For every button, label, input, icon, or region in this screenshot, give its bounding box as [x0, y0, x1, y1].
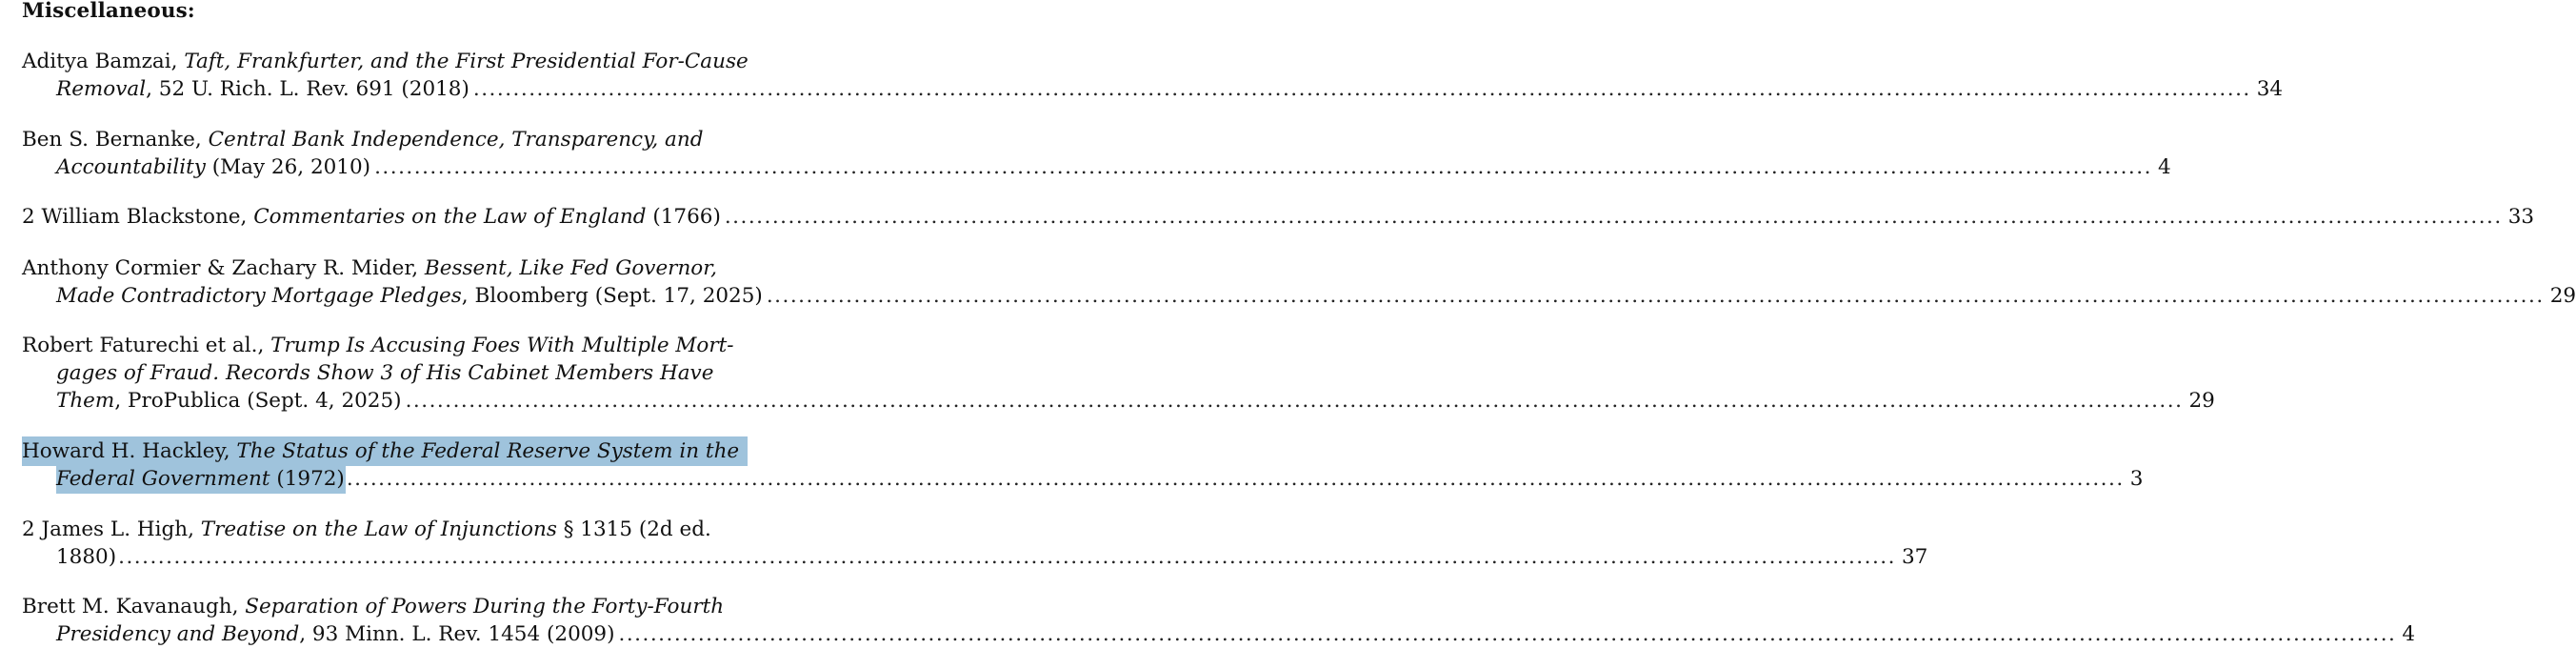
citation-title: The Status of the Federal Reserve System in the: [236, 439, 740, 463]
citation-source: (1766): [646, 205, 721, 229]
citation-entry-highlighted: [22, 437, 2144, 493]
citation-title: Treatise on the Law of Injunctions: [200, 517, 557, 541]
citation-line: [22, 126, 914, 153]
page-number: 29: [2549, 284, 2576, 308]
page-number: 29: [2188, 389, 2215, 413]
citation-title: Separation of Powers During the Forty-Fourth: [245, 595, 725, 619]
section-heading: Miscellaneous:: [22, 0, 195, 23]
citation-line: [22, 75, 2284, 103]
citation-line: [22, 48, 914, 75]
citation-line: [22, 153, 2171, 181]
citation-text: [22, 203, 721, 231]
citation-source: , ProPublica (Sept. 4, 2025): [114, 389, 402, 413]
citation-line: [22, 593, 914, 620]
citation-entry: [22, 593, 2416, 648]
citation-title: Presidency and Beyond: [56, 622, 300, 646]
dot-leader: ................................................................................................................................................................................................................................: [724, 205, 2503, 229]
citation-line: [22, 516, 914, 543]
citation-title: Central Bank Independence, Transparency, and: [208, 128, 704, 152]
citation-line: [22, 437, 914, 465]
dot-leader: ................................................................................................................................................................................................................................: [618, 622, 2397, 646]
citation-title: Taft, Frankfurter, and the First Presidential For-Cause: [184, 50, 749, 73]
citation-entry: [22, 126, 2171, 181]
citation-line: [22, 543, 1928, 571]
dot-leader: ................................................................................................................................................................................................................................: [766, 284, 2545, 308]
citation-line: [22, 203, 2535, 231]
citation-author: Robert Faturechi et al.,: [22, 334, 271, 357]
citation-source: , 93 Minn. L. Rev. 1454 (2009): [299, 622, 615, 646]
citation-title: Them: [56, 389, 115, 413]
citation-title: gages of Fraud. Records Show 3 of His Cabinet Members Have: [56, 361, 714, 385]
citation-author: Howard H. Hackley,: [22, 439, 237, 463]
citation-author: 2 James L. High,: [22, 517, 201, 541]
citation-author: Brett M. Kavanaugh,: [22, 595, 246, 619]
citation-text: [56, 153, 370, 181]
citation-title: Commentaries on the Law of England: [253, 205, 647, 229]
page-number: 37: [1901, 545, 1928, 569]
page-number: 3: [2129, 467, 2144, 491]
citation-source: , 52 U. Rich. L. Rev. 691 (2018): [146, 77, 469, 101]
page-number: 33: [2507, 205, 2535, 229]
citation-source: (May 26, 2010): [205, 155, 371, 179]
page-number: 4: [2402, 622, 2416, 646]
citation-author: Anthony Cormier & Zachary R. Mider,: [22, 256, 425, 280]
citation-line: [22, 387, 2215, 415]
citation-source: , Bloomberg (Sept. 17, 2025): [461, 284, 763, 308]
citation-line: [22, 254, 914, 282]
citation-text: [56, 75, 469, 103]
citation-author: Ben S. Bernanke,: [22, 128, 209, 152]
citation-source: 1880): [56, 545, 117, 569]
citation-title: Removal: [56, 77, 147, 101]
citation-text: [56, 387, 402, 415]
citation-entry: [22, 48, 2284, 103]
citation-text: [56, 465, 345, 493]
citation-entry: [22, 203, 2535, 231]
dot-leader: ................................................................................................................................................................................................................................: [118, 545, 1896, 569]
dot-leader: ................................................................................................................................................................................................................................: [374, 155, 2152, 179]
citation-title: Accountability: [56, 155, 206, 179]
citation-line: [22, 282, 2576, 310]
citation-text: [56, 620, 615, 648]
citation-entry: [22, 516, 1928, 571]
citation-line: [22, 465, 2144, 493]
citation-source: (1972): [270, 467, 345, 491]
citation-line: [22, 620, 2416, 648]
citation-title: Made Contradictory Mortgage Pledges: [56, 284, 462, 308]
citation-line: [22, 359, 914, 387]
citation-title: Trump Is Accusing Foes With Multiple Mort-: [270, 334, 734, 357]
dot-leader: ................................................................................................................................................................................................................................: [405, 389, 2184, 413]
citation-entry: [22, 254, 2576, 310]
dot-leader: ................................................................................................................................................................................................................................: [346, 467, 2125, 491]
citation-title: Federal Government: [56, 467, 270, 491]
citation-line: [22, 332, 914, 359]
citation-text: [56, 282, 763, 310]
citation-title: Bessent, Like Fed Governor,: [424, 256, 718, 280]
citation-source: § 1315 (2d ed.: [556, 517, 711, 541]
citation-entry: [22, 332, 2215, 415]
citation-author: 2 William Blackstone,: [22, 205, 254, 229]
page-number: 4: [2157, 155, 2171, 179]
dot-leader: ................................................................................................................................................................................................................................: [472, 77, 2251, 101]
page-number: 34: [2256, 77, 2284, 101]
citation-author: Aditya Bamzai,: [22, 50, 185, 73]
